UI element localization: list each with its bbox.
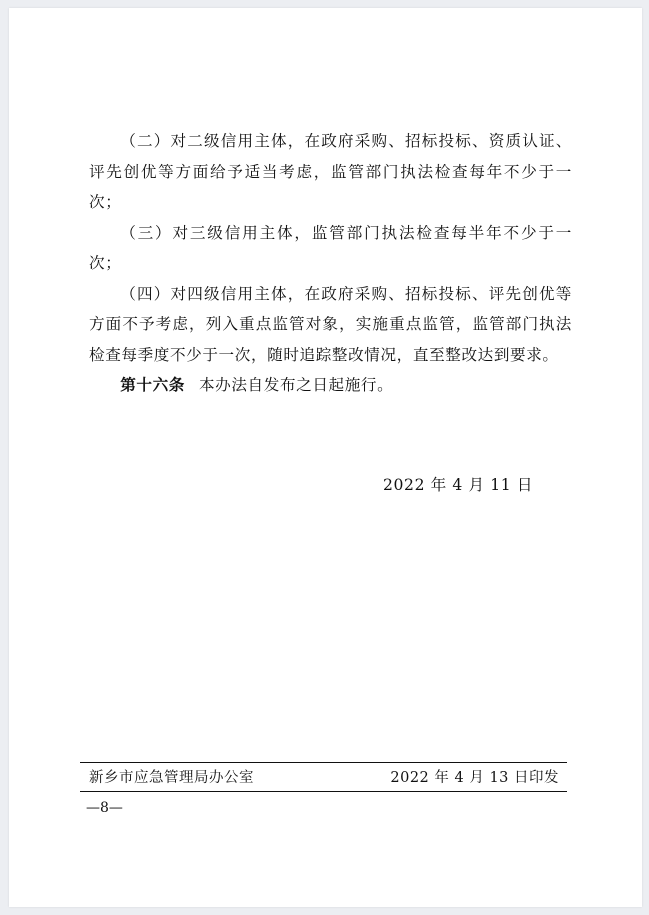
document-body xyxy=(89,126,572,401)
footer-top-rule xyxy=(80,762,567,763)
article-sixteen xyxy=(89,370,572,401)
article-text: 本办法自发布之日起施行。 xyxy=(198,376,394,394)
paragraph-level-two: （二）对二级信用主体，在政府采购、招标投标、资质认证、评先创优等方面给予适当考虑，监管部门执法检查每年不少于一次； xyxy=(89,132,572,211)
footer-info xyxy=(89,766,559,787)
article-heading: 第十六条 xyxy=(120,375,185,394)
page-number: —8— xyxy=(86,800,123,816)
issue-date: 2022 年 4 月 13 日印发 xyxy=(390,770,559,786)
signing-date: 2022 年 4 月 11 日 xyxy=(383,476,534,494)
paragraph-level-three: （三）对三级信用主体，监管部门执法检查每半年不少于一次； xyxy=(89,223,572,272)
paragraph-level-four: （四）对四级信用主体，在政府采购、招标投标、评先创优等方面不予考虑，列入重点监管对象，实施重点监管，监管部门执法检查每季度不少于一次，随时追踪整改情况，直至整改达到要求。 xyxy=(89,284,572,364)
footer-bottom-rule xyxy=(80,791,567,792)
issuer-name: 新乡市应急管理局办公室 xyxy=(89,770,254,786)
